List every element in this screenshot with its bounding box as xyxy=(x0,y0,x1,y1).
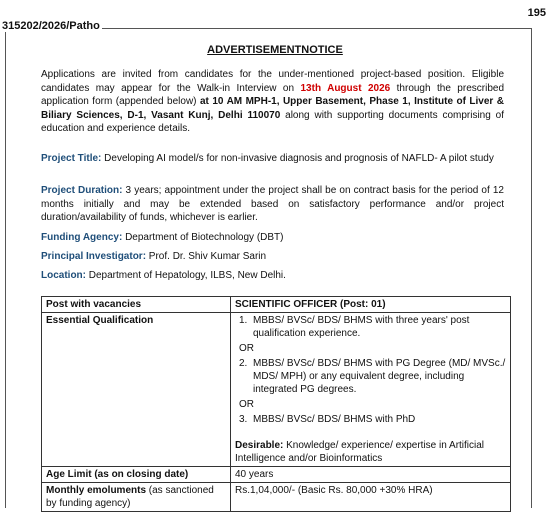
qualification-label-cell: Essential Qualification xyxy=(42,313,231,467)
qualification-item xyxy=(235,357,506,396)
desirable-qualification xyxy=(235,439,506,465)
table-row xyxy=(42,483,511,512)
qualification-text: MBBS/ BVSc/ BDS/ BHMS with PG Degree (MD/ MVSc./ MDS/ MPH) or any equivalent degree, including integrated PG degrees. xyxy=(253,358,506,395)
intro-text-2: through the prescribed application form (appended below) xyxy=(41,82,505,108)
project-duration-value: 3 years; appointment under the project shall be on contract basis for the period of 12 months initially and may be extended based on satisfactory performance and/or project duration/availability of funds, whichever is earlier. xyxy=(41,185,504,224)
qualification-item xyxy=(235,413,506,426)
principal-investigator-label: Principal Investigator: xyxy=(41,251,147,262)
emoluments-note: (as sanctioned by funding agency) xyxy=(46,485,214,509)
table-row xyxy=(42,313,511,467)
project-title-label: Project Title: xyxy=(41,153,102,164)
age-limit-value-cell: 40 years xyxy=(231,467,511,483)
qualification-number: 2. xyxy=(239,358,248,369)
post-label-cell: Post with vacancies xyxy=(42,297,231,313)
location-line xyxy=(41,269,504,283)
desirable-label: Desirable: xyxy=(235,440,284,451)
table-row xyxy=(42,467,511,483)
qualification-value-cell xyxy=(231,313,511,467)
or-separator: OR xyxy=(239,343,254,354)
principal-investigator-line xyxy=(41,250,504,264)
interview-date: 13th August 2026 xyxy=(300,82,391,94)
intro-text-1: Applications are invited from candidates for the under-mentioned project-based position. Eligible candidates may appear for the Walk-in Interview on xyxy=(41,69,504,94)
table-row xyxy=(42,297,511,313)
qualification-number: 3. xyxy=(239,414,248,425)
emoluments-label-cell xyxy=(42,483,231,512)
project-duration-label: Project Duration: xyxy=(41,185,123,196)
page-number: 195 xyxy=(527,7,546,19)
qualification-number: 1. xyxy=(239,315,248,326)
funding-agency-value: Department of Biotechnology (DBT) xyxy=(122,232,284,243)
desirable-text: Knowledge/ experience/ expertise in Artificial Intelligence and/or Bioinformatics xyxy=(235,440,485,464)
notice-title: ADVERTISEMENTNOTICE xyxy=(207,44,343,56)
or-separator: OR xyxy=(239,399,254,410)
intro-text-3: along with supporting documents comprising of education and experience details. xyxy=(41,109,504,135)
age-limit-label-cell: Age Limit (as on closing date) xyxy=(42,467,231,483)
funding-agency-line xyxy=(41,231,504,245)
principal-investigator-value: Prof. Dr. Shiv Kumar Sarin xyxy=(146,251,267,262)
location-value: Department of Hepatology, ILBS, New Delhi. xyxy=(86,270,286,281)
intro-paragraph xyxy=(41,68,504,136)
reference-number: 315202/2026/Patho xyxy=(2,20,100,32)
emoluments-label: Monthly emoluments xyxy=(46,485,147,496)
qualification-item xyxy=(235,314,506,340)
interview-venue: at 10 AM MPH-1, Upper Basement, Phase 1, Institute of Liver & Biliary Sciences, D-1, Vasant Kunj, Delhi 110070 xyxy=(41,96,504,121)
project-title-line xyxy=(41,152,504,166)
funding-agency-label: Funding Agency: xyxy=(41,232,123,243)
project-duration-line xyxy=(41,184,504,225)
post-value-cell: SCIENTIFIC OFFICER (Post: 01) xyxy=(231,297,511,313)
location-label: Location: xyxy=(41,270,86,281)
qualification-text: MBBS/ BVSc/ BDS/ BHMS with PhD xyxy=(253,414,416,425)
qualification-text: MBBS/ BVSc/ BDS/ BHMS with three years' post qualification experience. xyxy=(253,315,470,339)
emoluments-value-cell: Rs.1,04,000/- (Basic Rs. 80,000 +30% HRA) xyxy=(231,483,511,512)
project-title-value: Developing AI model/s for non-invasive diagnosis and prognosis of NAFLD- A pilot study xyxy=(101,153,494,164)
vacancy-table xyxy=(41,296,511,512)
